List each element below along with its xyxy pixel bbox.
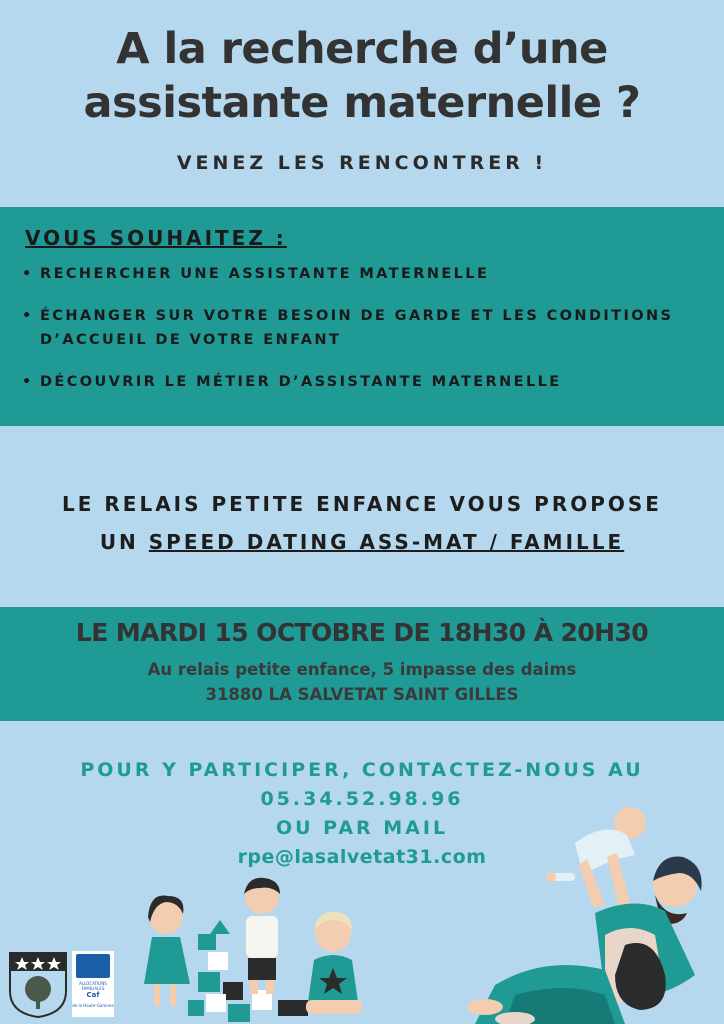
block [228, 1004, 250, 1022]
proposal-prefix: UN [99, 530, 149, 554]
caf-region: de la Haute-Garonne [72, 1003, 114, 1008]
wish-item: • RECHERCHER UNE ASSISTANTE MATERNELLE [22, 262, 702, 286]
wishes-list [22, 262, 702, 412]
boy-shirt [246, 916, 278, 958]
block [210, 920, 230, 934]
town-crest-logo [8, 951, 68, 1019]
block [198, 934, 216, 950]
crest-shield-icon [8, 951, 68, 1019]
block [206, 994, 226, 1012]
wishes-title: VOUS SOUHAITEZ : [25, 226, 287, 250]
proposal-line-1: LE RELAIS PETITE ENFANCE VOUS PROPOSE [62, 492, 662, 516]
address-line-1: Au relais petite enfance, 5 impasse des daims [147, 660, 577, 679]
block [208, 952, 228, 970]
contact-email[interactable]: rpe@lasalvetat31.com [237, 846, 487, 868]
children-playing-illustration [128, 872, 378, 1024]
block [188, 1000, 204, 1016]
proposal-line-2 [0, 523, 724, 561]
event-date: LE MARDI 15 OCTOBRE DE 18H30 À 20H30 [75, 618, 649, 647]
address-line-2: 31880 LA SALVETAT SAINT GILLES [205, 685, 519, 704]
wish-item: • DÉCOUVRIR LE MÉTIER D’ASSISTANTE MATERNELLE [22, 370, 702, 394]
caf-logo [72, 951, 114, 1017]
speed-dating-highlight: SPEED DATING ASS-MAT / FAMILLE [148, 530, 625, 554]
block [278, 1000, 308, 1016]
title-line-1: A la recherche d’une [116, 24, 608, 74]
proposal-text [0, 485, 724, 561]
girl-dress [144, 937, 190, 984]
block [198, 972, 220, 992]
wish-item: • ÉCHANGER SUR VOTRE BESOIN DE GARDE ET LES CONDITIONS D’ACCUEIL DE VOTRE ENFANT [22, 304, 702, 352]
contact-line-1: POUR Y PARTICIPER, CONTACTEZ-NOUS AU [80, 759, 644, 781]
contact-line-3: OU PAR MAIL [275, 817, 449, 839]
caf-emblem-icon [76, 954, 110, 978]
title-line-2: assistante maternelle ? [83, 78, 641, 128]
contact-phone[interactable]: 05.34.52.98.96 [260, 788, 464, 810]
subtitle: VENEZ LES RENCONTRER ! [176, 152, 548, 174]
page-title [0, 22, 724, 130]
event-address [0, 657, 724, 707]
parent-baby-illustration [455, 795, 715, 1024]
caf-allocations: ALLOCATIONS FAMILIALES [79, 981, 107, 991]
caf-name: Caf [86, 991, 100, 999]
